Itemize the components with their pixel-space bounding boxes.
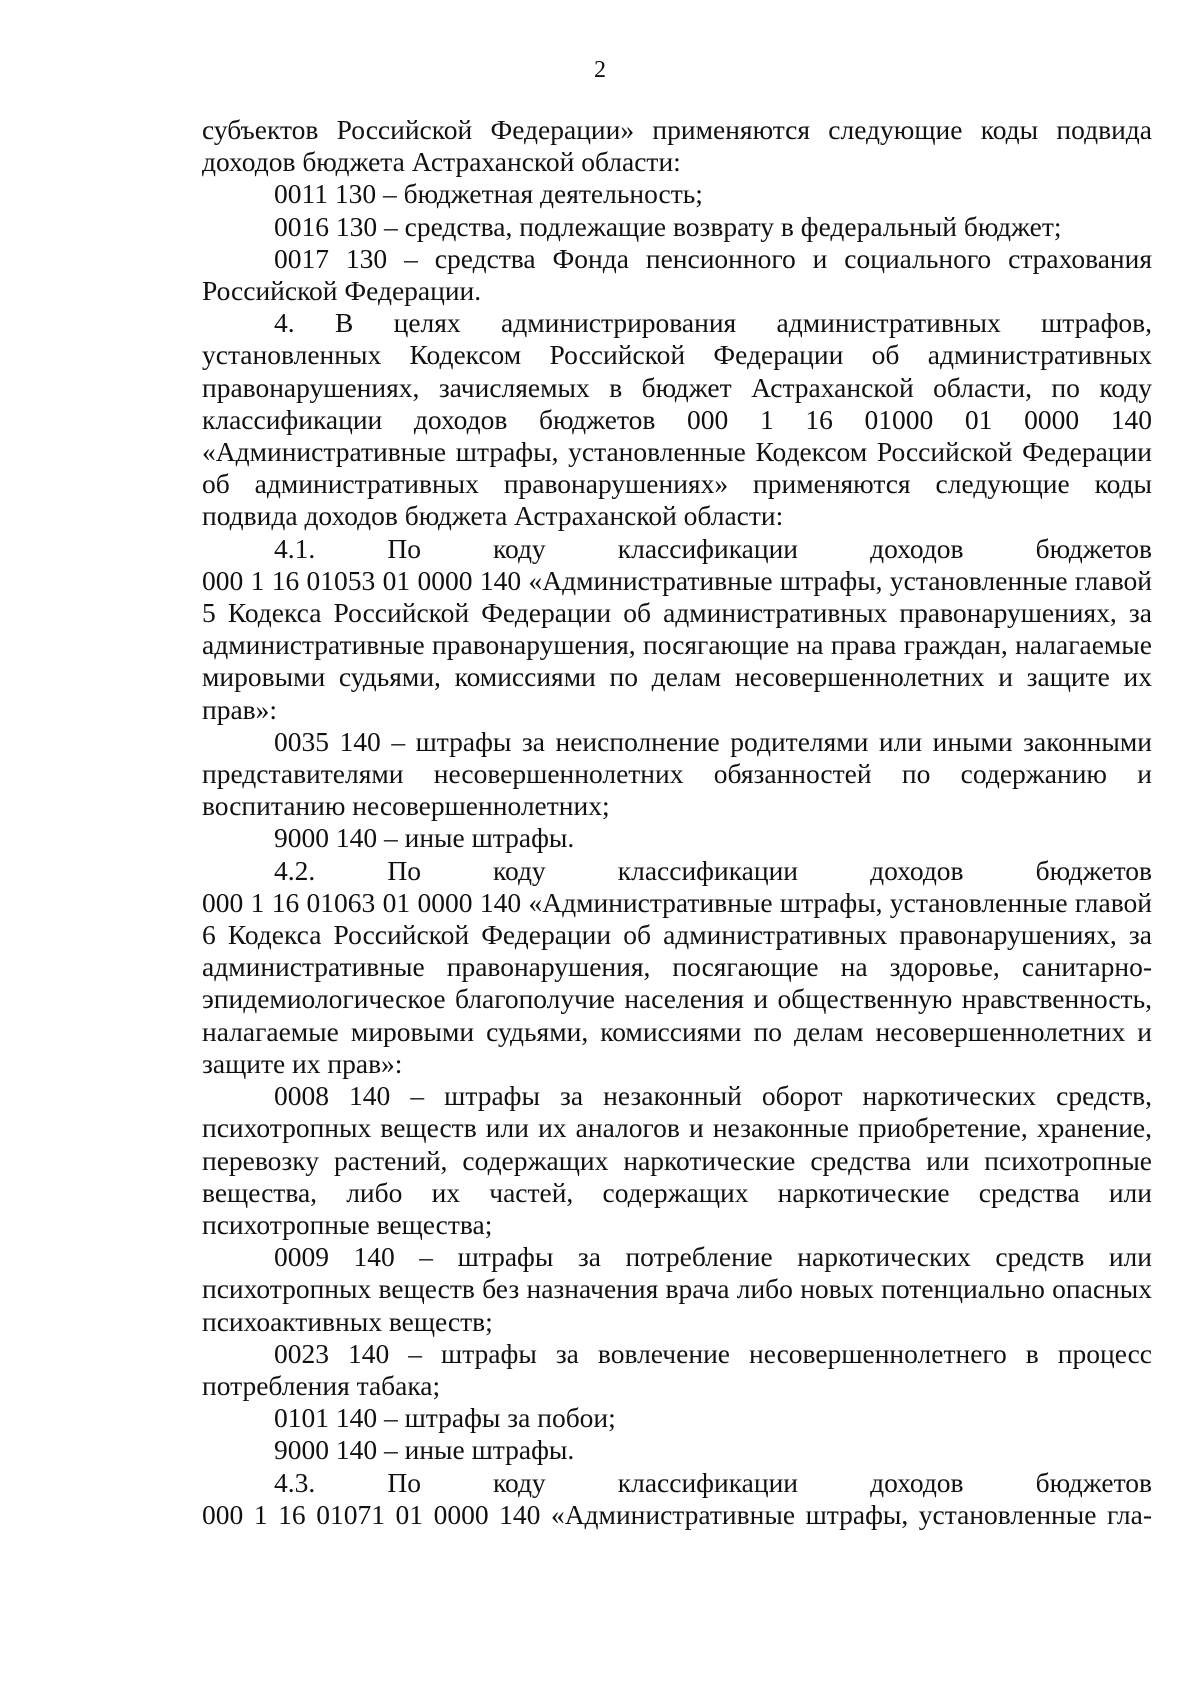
paragraph: 0016 130 – средства, подлежащие возврату в федеральный бюджет;	[274, 210, 1062, 242]
document-body	[202, 114, 1152, 1531]
paragraph: 9000 140 – иные штрафы.	[274, 1434, 575, 1466]
paragraph: 0017 130 – средства Фонда пенсионного и социального страхования Российской Федерации.	[202, 242, 1152, 307]
paragraph: 000 1 16 01071 01 0000 140 «Административные штрафы, установленные гла-	[202, 1498, 1152, 1530]
paragraph: 0023 140 – штрафы за вовлечение несовершеннолетнего в процесс потребления табака;	[202, 1337, 1152, 1401]
paragraph: 4.2. По коду классификации доходов бюджетов	[274, 854, 1152, 886]
paragraph: 0009 140 – штрафы за потребление наркотических средств или психотропных веществ без назначения врача либо новых потенциально опасных психоактивных веществ;	[202, 1241, 1152, 1337]
paragraph: 000 1 16 01063 01 0000 140 «Административные штрафы, установленные главой 6 Кодекса Российской Федерации об административных правонарушениях, за административные правонарушения, посягающие на здоровье, санитарно-эпидемиологическое благополучие населения и общественную нравственность, налагаемые мировыми судьями, комиссиями по делам несовершеннолетних и защите их прав»:	[202, 886, 1152, 1079]
paragraph: 4. В целях администрирования административных штрафов, установленных Кодексом Российской Федерации об административных правонарушениях, зачисляемых в бюджет Астраханской области, по коду классификации доходов бюджетов 000 1 16 01000 01 0000 140 «Административные штрафы, установленные Кодексом Российской Федерации об административных правонарушениях» применяются следующие коды подвида доходов бюджета Астраханской области:	[202, 307, 1152, 532]
paragraph: 0008 140 – штрафы за незаконный оборот наркотических средств, психотропных веществ или их аналогов и незаконные приобретение, хранение, перевозку растений, содержащих наркотические средства или психотропные вещества, либо их частей, содержащих наркотические средства или психотропные вещества;	[202, 1080, 1152, 1240]
paragraph: 0011 130 – бюджетная деятельность;	[274, 178, 703, 210]
paragraph: 000 1 16 01053 01 0000 140 «Административные штрафы, установленные главой 5 Кодекса Российской Федерации об административных правонарушениях, за административные правонарушения, посягающие на права граждан, налагаемые мировыми судьями, комиссиями по делам несовершеннолетних и защите их прав»:	[202, 564, 1152, 725]
paragraph: 0101 140 – штрафы за побои;	[274, 1402, 616, 1434]
paragraph: 0035 140 – штрафы за неисполнение родителями или иными законными представителями несовершеннолетних обязанностей по содержанию и воспитанию несовершеннолетних;	[202, 725, 1152, 822]
paragraph: 4.1. По коду классификации доходов бюджетов	[274, 532, 1152, 564]
paragraph: 9000 140 – иные штрафы.	[274, 822, 575, 854]
page-number: 2	[594, 57, 606, 83]
paragraph: субъектов Российской Федерации» применяются следующие коды подвида доходов бюджета Астраханской области:	[202, 114, 1152, 178]
paragraph: 4.3. По коду классификации доходов бюджетов	[274, 1466, 1152, 1498]
